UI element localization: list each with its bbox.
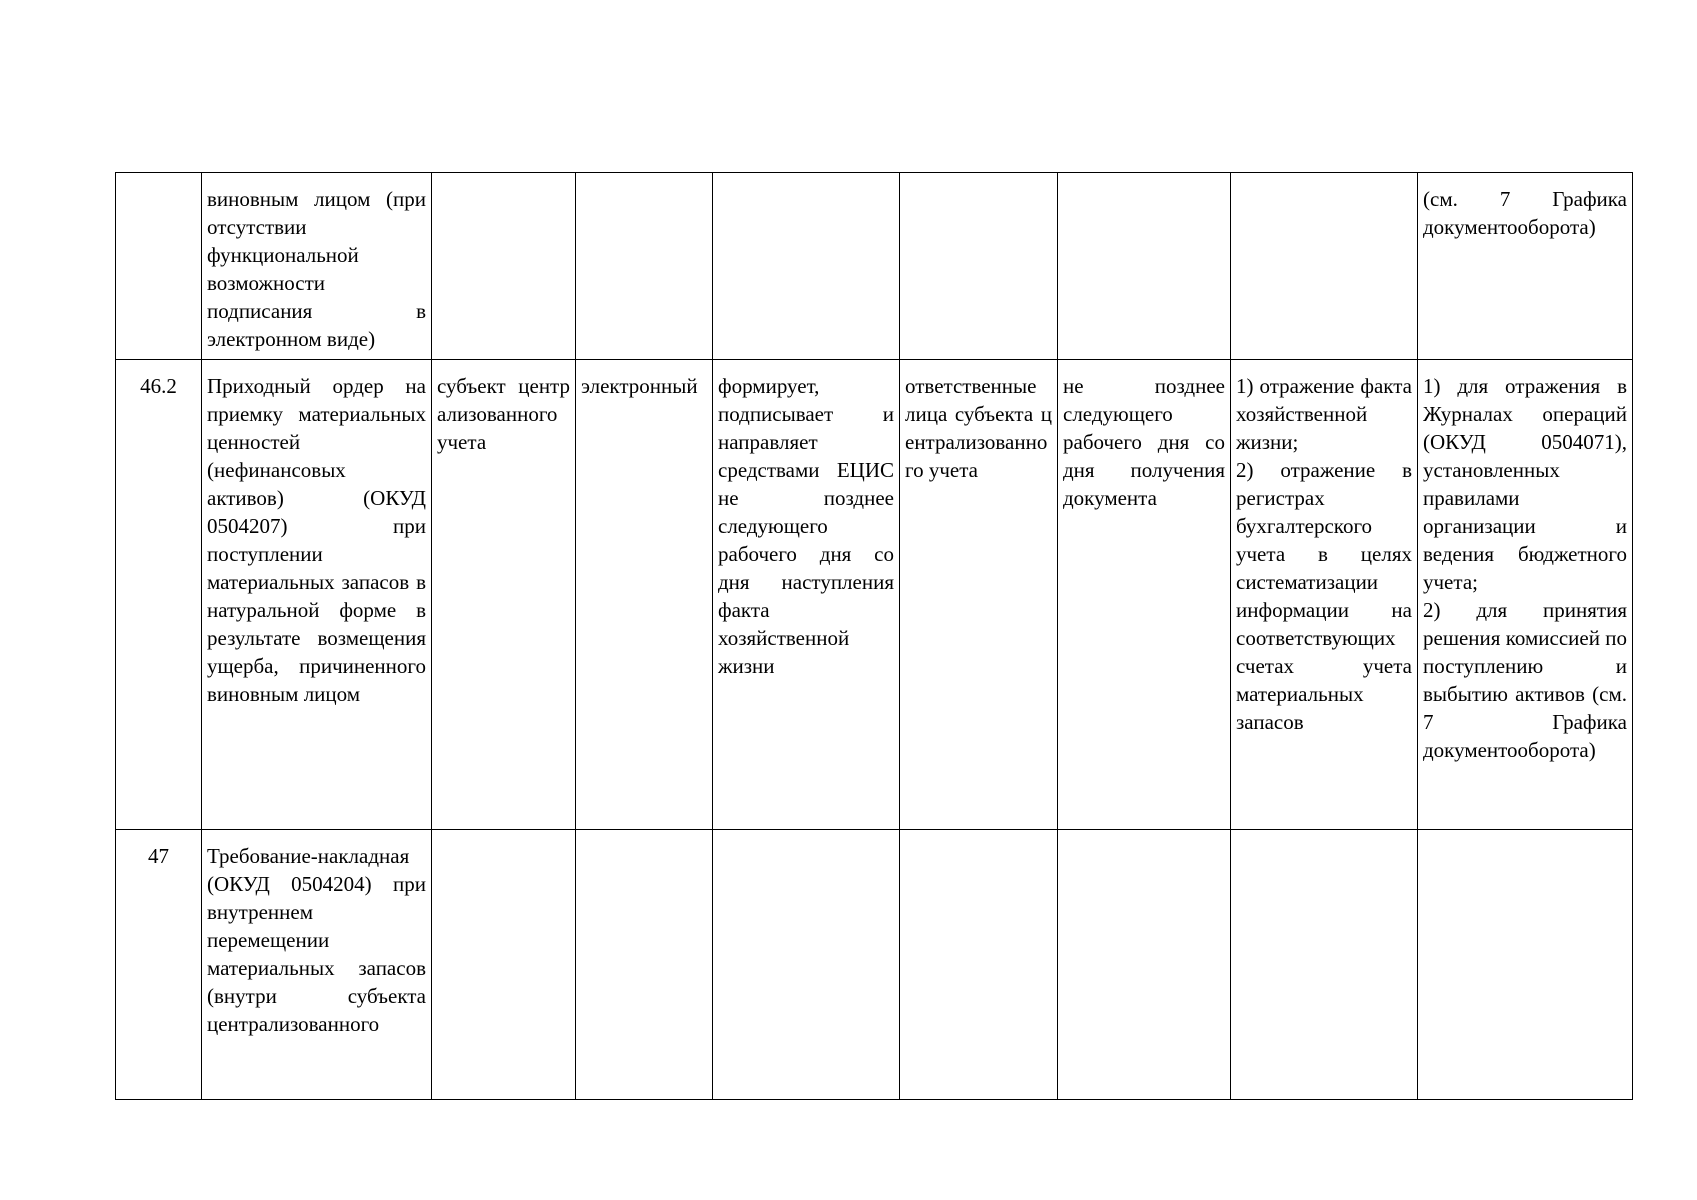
table-row [116, 360, 1633, 830]
table-row [116, 173, 1633, 360]
row-number-cell [116, 173, 202, 360]
form-cell [576, 173, 713, 360]
action-cell: формирует, подписывает и направляет средствами ЕЦИС не позднее следующего рабочего дня со дня наступления факта хозяйственной жизни [713, 360, 900, 830]
row-number-cell: 47 [116, 830, 202, 1100]
deadline-cell: не позднее следующего рабочего дня со дня получения документа [1058, 360, 1231, 830]
usage-cell: (см. 7 Графика документооборота) [1418, 173, 1633, 360]
action-cell [713, 830, 900, 1100]
usage-cell [1418, 830, 1633, 1100]
deadline-cell [1058, 173, 1231, 360]
creator-cell [432, 173, 576, 360]
row-number-cell: 46.2 [116, 360, 202, 830]
purpose-cell [1231, 830, 1418, 1100]
document-flow-table [115, 172, 1633, 1100]
document-name-cell: Приходный ордер на приемку материальных ценностей (нефинансовых активов) (ОКУД 0504207) при поступлении материальных запасов в натуральной форме в результате возмещения ущерба, причиненного виновным лицом [202, 360, 432, 830]
responsible-cell [900, 830, 1058, 1100]
deadline-cell [1058, 830, 1231, 1100]
responsible-cell [900, 173, 1058, 360]
purpose-cell: 1) отражение факта хозяйственной жизни; 2) отражение в регистрах бухгалтерского учета в целях систематизации информации на соответствующих счетах учета материальных запасов [1231, 360, 1418, 830]
document-name-cell: виновным лицом (при отсутствии функциональной возможности подписания в электронном виде) [202, 173, 432, 360]
responsible-cell: ответственные лица субъекта централизованного учета [900, 360, 1058, 830]
creator-cell: субъект централизованного учета [432, 360, 576, 830]
document-name-cell: Требование-накладная (ОКУД 0504204) при внутреннем перемещении материальных запасов (внутри субъекта централизованного [202, 830, 432, 1100]
action-cell [713, 173, 900, 360]
table-row [116, 830, 1633, 1100]
form-cell [576, 830, 713, 1100]
usage-cell: 1) для отражения в Журналах операций (ОКУД 0504071), установленных правилами организации и ведения бюджетного учета; 2) для принятия решения комиссией по поступлению и выбытию активов (см. 7 Графика документооборота) [1418, 360, 1633, 830]
form-cell: электронный [576, 360, 713, 830]
purpose-cell [1231, 173, 1418, 360]
creator-cell [432, 830, 576, 1100]
